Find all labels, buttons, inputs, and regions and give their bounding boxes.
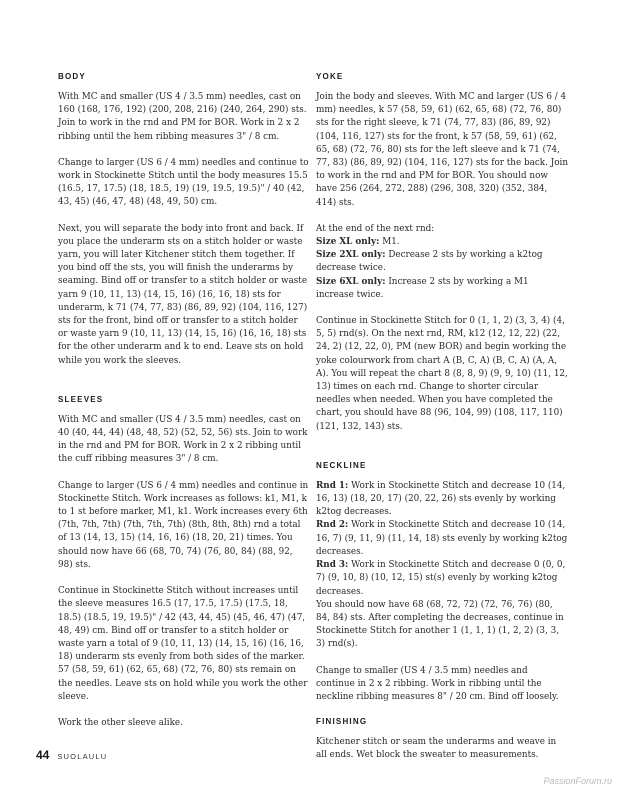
rnd-1-text: Work in Stockinette Stitch and decrease 10 (14, 16, 13) (18, 20, 17) (20, 22, 26) sts evenly by working k2tog decreases. — [316, 480, 566, 518]
size-2xl-text: Decrease 2 sts by working a k2tog decrease twice. — [316, 250, 543, 274]
section-finishing — [316, 717, 568, 762]
size-6xl-text: Increase 2 sts by working a M1 increase twice. — [316, 276, 529, 300]
sleeves-paragraph-3: Continue in Stockinette Stitch without increases until the sleeve measures 16.5 (17, 17.5, 17.5) (17.5, 18, 18.5) (18.5, 19, 19.5)" / 42 (43, 44, 45) (45, 46, 47) (47, 48, 49) cm. Bind off or transfer to a stitch holder or waste yarn a total of 9 (10, 11, 13) (14, 15, 16) (16, 16, 18) underarm sts evenly from both sides of the marker. 57 (58, 59, 61) (62, 65, 68) (72, 76, 80) sts remain on the needles. Leave sts on hold while you work the other sleeve. — [58, 586, 308, 702]
section-neckline — [316, 461, 568, 704]
yoke-size-2xl — [316, 249, 568, 275]
page-footer — [36, 748, 107, 762]
yoke-size-instructions — [316, 223, 568, 302]
watermark: PassionForum.ru — [543, 776, 612, 786]
yoke-next-rnd-intro: At the end of the next rnd: — [316, 223, 435, 234]
body-paragraph-2: Change to larger (US 6 / 4 mm) needles and continue to work in Stockinette Stitch until the body measures 15.5 (16.5, 17, 17.5) (18, 18.5, 19) (19, 19.5, 19.5)" / 40 (42, 43, 45) (46, 47, 48) (48, 49, 50) cm. — [58, 157, 309, 208]
section-heading-yoke: YOKE — [316, 72, 344, 81]
rnd-2-label: Rnd 2: — [316, 520, 349, 531]
body-paragraph-3: Next, you will separate the body into front and back. If you place the underarm sts on a stitch holder or waste yarn, you will later Kitchener stitch them together. If you bind off the sts, you will finish the underarms by seaming. Bind off or transfer to a stitch holder or waste yarn 9 (10, 11, 13) (14, 15, 16) (16, 16, 18) sts for underarm, k 71 (74, 77, 83) (86, 89, 92) (104, 116, 127) sts for the front, bind off or transfer to a stitch holder or waste yarn 9 (10, 11, 13) (14, 15, 16) (16, 16, 18) sts for the other underarm and k to end. Leave sts on hold while you work the sleeves. — [58, 223, 308, 366]
sleeves-paragraph-2: Change to larger (US 6 / 4 mm) needles and continue in Stockinette Stitch. Work increases as follows: k1, M1, k to 1 st before marker, M1, k1. Work increases every 6th (7th, 7th, 7th) (7th, 7th, 7th) (8th, 8th, 8th) rnd a total of 13 (14, 13, 15) (14, 16, 16) (18, 20, 21) times. You should now have 66 (68, 70, 74) (76, 80, 84) (88, 92, 98) sts. — [58, 480, 309, 570]
neckline-paragraph-2: Change to smaller (US 4 / 3.5 mm) needles and continue in 2 x 2 ribbing. Work in ribbing until the neckline ribbing measures 8" / 20 cm. Bind off loosely. — [316, 665, 559, 702]
neckline-rounds — [316, 480, 568, 652]
section-yoke — [316, 72, 568, 434]
size-6xl-label: Size 6XL only: — [316, 276, 386, 287]
finishing-paragraph-1: Kitchener stitch or seam the underarms and weave in all ends. Wet block the sweater to measurements. — [316, 737, 557, 761]
sleeves-paragraph-4: Work the other sleeve alike. — [58, 717, 183, 728]
right-column — [316, 72, 568, 776]
size-xl-label: Size XL only: — [316, 237, 380, 248]
yoke-paragraph-3: Continue in Stockinette Stitch for 0 (1, 1, 2) (3, 3, 4) (4, 5, 5) rnd(s). On the next rnd, RM, k12 (12, 12, 22) (22, 24, 2) (12, 22, 0), PM (new BOR) and begin working the yoke colourwork from chart A (B, C, A) (B, C, A) (A, A, A). You will repeat the chart 8 (8, 8, 9) (9, 9, 10) (11, 12, 13) times on each rnd. Change to shorter circular needles when needed. When you have completed the chart, you should have 88 (96, 104, 99) (108, 117, 110) (121, 132, 143) sts. — [316, 316, 568, 432]
section-heading-finishing: FINISHING — [316, 717, 368, 727]
section-heading-neckline: NECKLINE — [316, 460, 367, 470]
size-xl-text: M1. — [382, 237, 400, 248]
body-paragraph-1: With MC and smaller (US 4 / 3.5 mm) needles, cast on 160 (168, 176, 192) (200, 208, 216) (240, 264, 290) sts. Join to work in the rnd and PM for BOR. Work in 2 x 2 ribbing until the hem ribbing measures 3" / 8 cm. — [58, 92, 307, 142]
sleeves-paragraph-1: With MC and smaller (US 4 / 3.5 mm) needles, cast on 40 (40, 44, 44) (48, 48, 52) (52, 52, 56) sts. Join to work in the rnd and PM for BOR. Work in 2 x 2 ribbing until the cuff ribbing measures 3" / 8 cm. — [58, 414, 308, 465]
size-2xl-label: Size 2XL only: — [316, 250, 386, 261]
section-heading-sleeves: SLEEVES — [58, 394, 104, 404]
section-body — [58, 72, 310, 368]
page-number: 44 — [36, 748, 50, 762]
rnd-3-label: Rnd 3: — [316, 560, 349, 571]
neckline-rnd-3 — [316, 559, 568, 599]
neckline-rnd-1 — [316, 480, 568, 520]
rnd-1-label: Rnd 1: — [316, 480, 349, 491]
yoke-size-xl — [316, 236, 568, 249]
neckline-after-decreases: You should now have 68 (68, 72, 72) (72, 76, 76) (80, 84, 84) sts. After completing the decreases, continue in Stockinette Stitch for another 1 (1, 1, 1) (1, 2, 2) (3, 3, 3) rnd(s). — [316, 599, 564, 650]
rnd-2-text: Work in Stockinette Stitch and decrease 10 (14, 16, 7) (9, 11, 9) (11, 14, 18) sts evenly by working k2tog decreases. — [316, 520, 568, 557]
rnd-3-text: Work in Stockinette Stitch and decrease 0 (0, 0, 7) (9, 10, 8) (10, 12, 15) st(s) evenly by working k2tog decreases. — [316, 560, 566, 597]
section-heading-body: BODY — [58, 72, 86, 81]
neckline-rnd-2 — [316, 519, 568, 559]
yoke-size-6xl — [316, 276, 568, 302]
magazine-name: SUOLAULU — [57, 752, 108, 761]
yoke-paragraph-1: Join the body and sleeves. With MC and larger (US 6 / 4 mm) needles, k 57 (58, 59, 61) (62, 65, 68) (72, 76, 80) sts for the right sleeve, k 71 (74, 77, 83) (86, 89, 92) (104, 116, 127) sts for the front, k 57 (58, 59, 61) (62, 65, 68) (72, 76, 80) sts for the left sleeve and k 71 (74, 77, 83) (86, 89, 92) (104, 116, 127) sts for the back. Join to work in the rnd and PM for BOR. You should now have 256 (264, 272, 288) (296, 308, 320) (352, 384, 414) sts. — [316, 92, 568, 208]
left-column — [58, 72, 310, 743]
section-sleeves — [58, 395, 310, 730]
